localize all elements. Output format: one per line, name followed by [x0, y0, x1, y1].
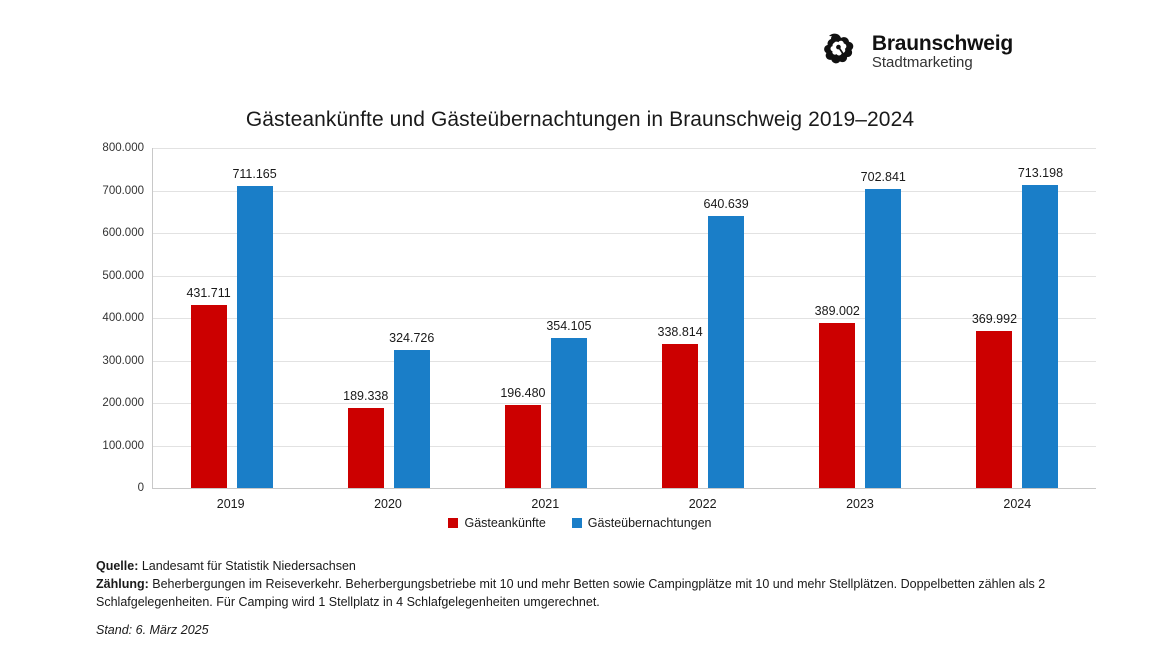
footnotes — [96, 558, 1106, 611]
legend-label: Gästeankünfte — [464, 516, 546, 530]
bar-pair — [782, 148, 939, 488]
counting-line — [96, 576, 1106, 612]
x-axis — [152, 489, 1096, 511]
bar-value-label: 196.480 — [500, 385, 546, 400]
legend-swatch — [448, 518, 458, 528]
y-axis — [96, 142, 152, 494]
counting-label: Zählung: — [96, 576, 149, 591]
bar[interactable] — [971, 311, 1018, 488]
bar-value-label: 711.165 — [232, 166, 277, 181]
x-tick-label: 2020 — [374, 497, 402, 511]
y-tick-label: 600.000 — [102, 227, 144, 239]
bar-value-label: 389.002 — [814, 303, 860, 318]
bar[interactable] — [500, 385, 546, 489]
bar-value-label: 431.711 — [186, 285, 231, 300]
plot-area — [152, 148, 1096, 489]
bar-value-label: 189.338 — [343, 388, 389, 403]
y-tick-label: 300.000 — [102, 354, 144, 367]
bar[interactable] — [343, 388, 389, 488]
bar-pair — [153, 148, 310, 488]
bar-value-label: 354.105 — [546, 318, 592, 333]
y-tick-label: 100.000 — [102, 439, 144, 452]
x-tick-label: 2021 — [531, 497, 560, 511]
bar-pair — [939, 148, 1096, 488]
y-tick-label: 700.000 — [102, 184, 144, 197]
bar-value-label: 702.841 — [860, 170, 906, 185]
legend-label: Gästeübernachtungen — [587, 516, 712, 530]
counting-text: Beherbergungen im Reiseverkehr. Beherbergungsbetriebe mit 10 und mehr Betten sowie Campingplätze mit 10 und mehr Stellplätzen. Doppelbetten zählen als 2 Schlafgelegenheiten. Für Camping wird 1 Stellplatz in 4 Schlafgelegenheiten umgerechnet. — [96, 576, 1046, 609]
bar-value-label: 338.814 — [657, 325, 703, 340]
y-tick-label: 200.000 — [102, 397, 144, 409]
x-tick-label: 2023 — [846, 497, 874, 511]
bar-group — [782, 148, 939, 488]
x-tick-label: 2022 — [688, 497, 717, 511]
y-tick-label: 400.000 — [102, 312, 144, 324]
brand-logo — [822, 30, 1013, 74]
bar[interactable] — [657, 325, 703, 488]
bar[interactable] — [814, 303, 860, 488]
bar[interactable] — [703, 196, 749, 488]
bar-group — [467, 148, 624, 488]
bar-pair — [625, 148, 782, 488]
bar-value-label: 713.198 — [1017, 165, 1064, 180]
legend-item[interactable] — [572, 516, 712, 530]
bar-group — [625, 148, 782, 488]
bar-pair — [310, 148, 467, 488]
y-tick-label: 0 — [137, 482, 144, 494]
bar[interactable] — [546, 318, 592, 488]
y-tick-label: 800.000 — [102, 142, 144, 154]
bar-group — [310, 148, 467, 488]
bar-pair — [467, 148, 624, 488]
bar-chart — [96, 142, 1096, 511]
braunschweig-lion-icon — [822, 30, 862, 74]
brand-subtitle: Stadtmarketing — [871, 54, 973, 72]
chart-legend — [0, 516, 1160, 530]
bar-group — [153, 148, 310, 488]
legend-swatch — [572, 518, 582, 528]
bar[interactable] — [232, 166, 277, 488]
brand-title: Braunschweig — [871, 32, 1013, 56]
legend-item[interactable] — [448, 516, 545, 530]
x-tick-label: 2024 — [1003, 497, 1032, 511]
y-tick-label: 500.000 — [102, 269, 144, 282]
source-label: Quelle: — [96, 559, 139, 573]
chart-title: Gästeankünfte und Gästeübernachtungen in Braunschweig 2019–2024 — [245, 108, 915, 131]
stand-date: Stand: 6. März 2025 — [96, 623, 209, 637]
bar-groups — [153, 148, 1096, 488]
bar-value-label: 640.639 — [703, 196, 749, 211]
brand-wordmark — [872, 33, 1013, 71]
source-line — [96, 558, 1106, 576]
bar-value-label: 324.726 — [389, 331, 435, 345]
bar[interactable] — [1017, 165, 1064, 488]
bar-value-label: 369.992 — [971, 311, 1018, 326]
x-tick-label: 2019 — [216, 497, 245, 511]
bar[interactable] — [860, 170, 906, 488]
source-text: Landesamt für Statistik Niedersachsen — [141, 559, 356, 573]
bar[interactable] — [389, 331, 435, 488]
bar[interactable] — [186, 285, 231, 488]
bar-group — [939, 148, 1096, 488]
